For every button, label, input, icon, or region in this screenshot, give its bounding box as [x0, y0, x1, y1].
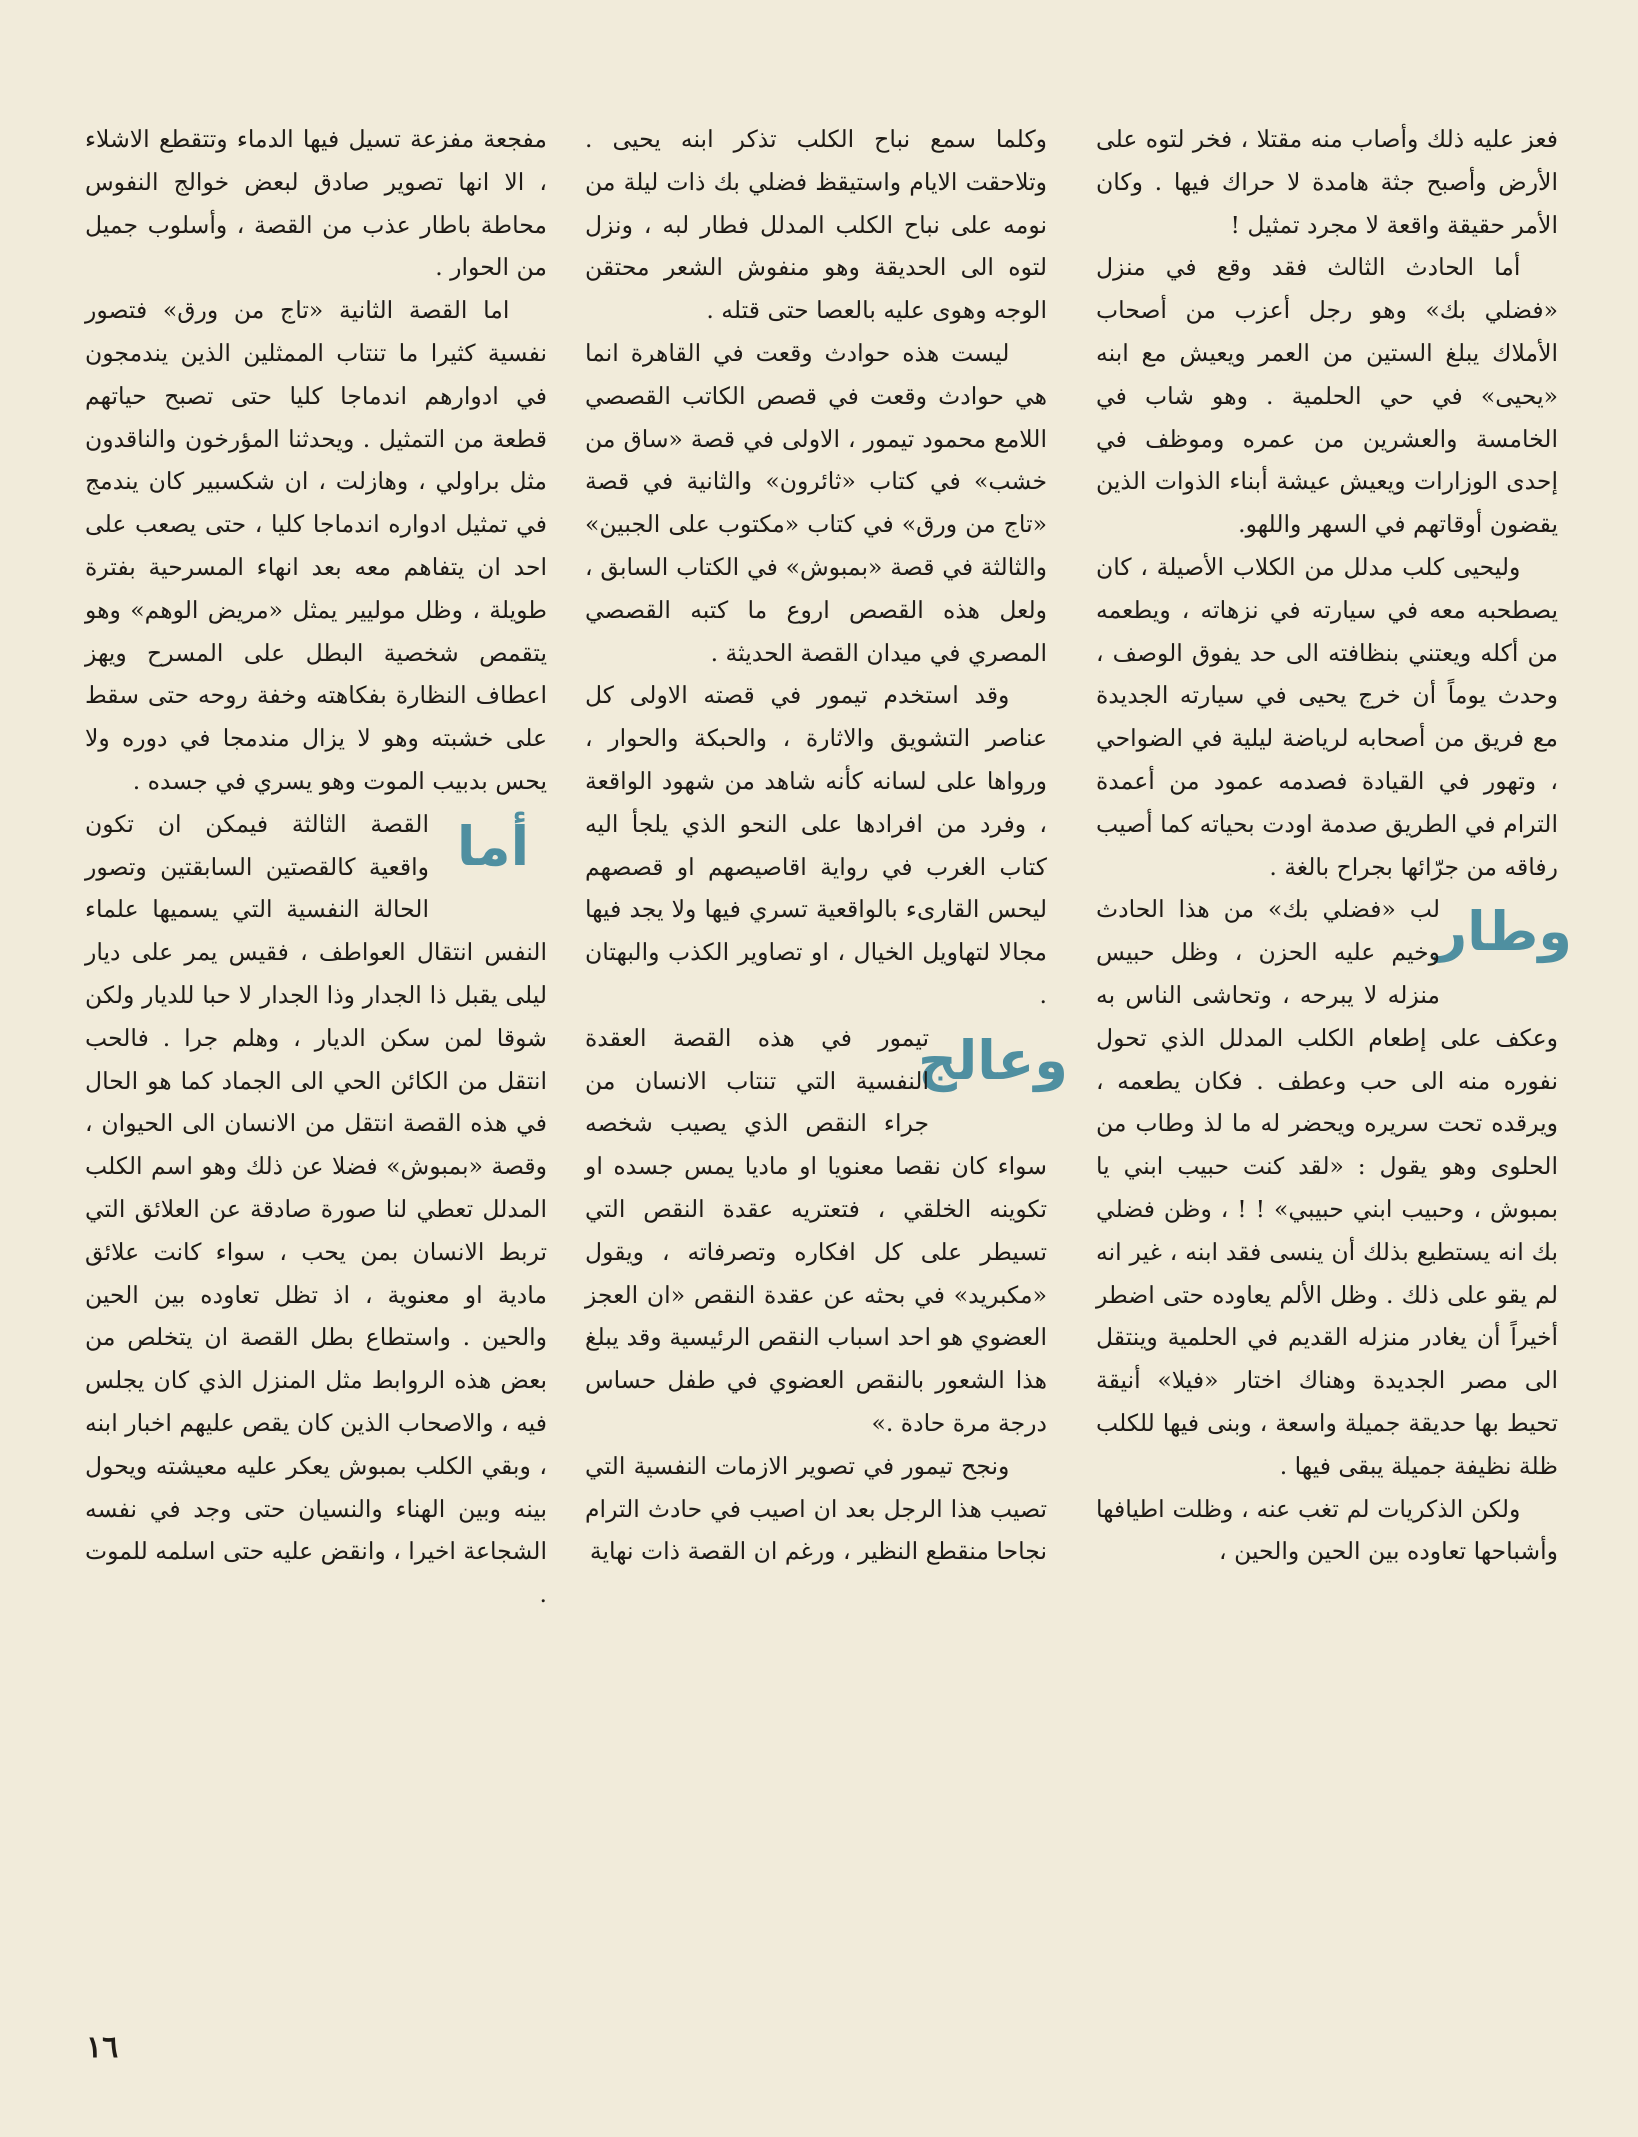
paragraph-with-drop-word — [585, 1017, 1068, 1445]
paragraph: مفجعة مفزعة تسيل فيها الدماء وتتقطع الاشلاء ، الا انها تصوير صادق لبعض خوالج النفوس محاطة باطار عذب من القصة ، وأسلوب جميل من الحوار . — [85, 125, 547, 282]
paragraph: وكلما سمع نباح الكلب تذكر ابنه يحيى . وتلاحقت الايام واستيقظ فضلي بك ذات ليلة من نومه على نباح الكلب المدلل فطار لبه ، ونزل لتوه الى الحديقة وهو منفوش الشعر محتقن الوجه وهوى عليه بالعصا حتى قتله . — [585, 125, 1047, 325]
paragraph-text: لب «فضلي بك» من هذا الحادث وخيم عليه الحزن ، وظل حبيس منزله لا يبرحه ، وتحاشى الناس به وعكف على إطعام الكلب المدلل الذي تحول نفوره منه الى حب وعطف . فكان يطعمه ، ويرقده تحت سريره ويحضر له ما لذ وطاب من الحلوى وهو يقول : «لقد كنت حبيب ابني يا بمبوش ، وحبيب ابني حبيبي» ! ! ، وظن فضلي بك انه يستطيع بذلك أن ينسى فقد ابنه ، غير انه لم يقو على ذلك . وظل الألم يعاوده حتى اضطر أخيراً أن يغادر منزله القديم في الحلمية وينتقل الى مصر الجديدة وهناك اختار «فيلا» أنيقة تحيط بها حديقة جميلة واسعة ، وبنى فيها للكلب ظلة نظيفة جميلة يبقى فيها . — [1096, 895, 1558, 1480]
text-column-left — [85, 118, 547, 1998]
paragraph-with-drop-word — [1096, 888, 1572, 1487]
paragraph-text: تيمور في هذه القصة العقدة النفسية التي تنتاب الانسان من جراء النقص الذي يصيب شخصه سواء كان نقصا معنويا او ماديا يمس جسده او تكوينه الخلقي ، فتعتريه عقدة النقص التي تسيطر على كل افكاره وتصرفاته ، ويقول «مكبريد» في بحثه عن عقدة النقص «ان العجز العضوي هو احد اسباب النقص الرئيسية وقد يبلغ هذا الشعور بالنقص العضوي في طفل حساس درجة مرة حادة .» — [585, 1023, 1047, 1437]
drop-word: أما — [456, 814, 530, 878]
paragraph: ولكن الذكريات لم تغب عنه ، وظلت اطيافها وأشباحها تعاوده بين الحين والحين ، — [1096, 1494, 1558, 1566]
text-column-right — [1096, 118, 1572, 1998]
drop-word: وطار — [1436, 900, 1572, 964]
paragraph: وليحيى كلب مدلل من الكلاب الأصيلة ، كان يصطحبه معه في سيارته في نزهاته ، ويطعمه من أكله ويعتني بنظافته الى حد يفوق الوصف ، وحدث يوماً أن خرج يحيى في سيارته الجديدة مع فريق من أصحابه لرياضة ليلية في الضواحي ، وتهور في القيادة فصدمه عمود من أعمدة الترام في الطريق صدمة اودت بحياته كما أصيب رفاقه من جرّائها بجراح بالغة . — [1096, 552, 1558, 881]
paragraph: ونجح تيمور في تصوير الازمات النفسية التي تصيب هذا الرجل بعد ان اصيب في حادث الترام نجاحا منقطع النظير ، ورغم ان القصة ذات نهاية — [585, 1451, 1047, 1566]
page-number: ١٦ — [86, 2030, 119, 2065]
paragraph: أما الحادث الثالث فقد وقع في منزل «فضلي بك» وهو رجل أعزب من أصحاب الأملاك يبلغ الستين من العمر ويعيش مع ابنه «يحيى» في حي الحلمية . وهو شاب في الخامسة والعشرين من عمره وموظف في إحدى الوزارات ويعيش عيشة أبناء الذوات الذين يقضون أوقاتهم في السهر واللهو. — [1096, 253, 1558, 539]
paragraph: اما القصة الثانية «تاج من ورق» فتصور نفسية كثيرا ما تنتاب الممثلين الذين يندمجون في ادوارهم اندماجا كليا حتى تصبح حياتهم قطعة من التمثيل . ويحدثنا المؤرخون والناقدون مثل براولي ، وهازلت ، ان شكسبير كان يندمج في تمثيل ادواره اندماجا كليا ، حتى يصعب على احد ان يتفاهم معه بعد انهاء المسرحية بفترة طويلة ، وظل موليير يمثل «مريض الوهم» وهو يتقمص شخصية البطل على المسرح ويهز اعطاف النظارة بفكاهته وخفة روحه حتى سقط على خشبته وهو لا يزال مندمجا في دوره ولا يحس بدبيب الموت وهو يسري في جسده . — [85, 296, 547, 795]
paragraph: ليست هذه حوادث وقعت في القاهرة انما هي حوادث وقعت في قصص الكاتب القصصي اللامع محمود تيمور ، الاولى في قصة «ساق من خشب» في كتاب «ثائرون» والثانية في قصة «تاج من ورق» في كتاب «مكتوب على الجبين» والثالثة في قصة «بمبوش» في الكتاب السابق ، ولعل هذه القصص اروع ما كتبه القصصي المصري في ميدان القصة الحديثة . — [585, 338, 1047, 667]
text-column-middle — [585, 118, 1068, 1998]
paragraph-with-drop-word — [85, 803, 547, 1616]
paragraph: وقد استخدم تيمور في قصته الاولى كل عناصر التشويق والاثارة ، والحبكة والحوار ، ورواها على لسانه كأنه شاهد من شهود الواقعة ، وفرد من افرادها على النحو الذي يلجأ اليه كتاب الغرب في رواية اقاصيصهم او قصصهم ليحس القارىء بالواقعية تسري فيها ولا يجد فيها مجالا لتهاويل الخيال ، او تصاوير الكذب والبهتان . — [585, 681, 1047, 1009]
paragraph: فعز عليه ذلك وأصاب منه مقتلا ، فخر لتوه على الأرض وأصبح جثة هامدة لا حراك فيها . وكان الأمر حقيقة واقعة لا مجرد تمثيل ! — [1096, 125, 1558, 239]
paragraph-text: القصة الثالثة فيمكن ان تكون واقعية كالقصتين السابقتين وتصور الحالة النفسية التي يسميها علماء النفس انتقال العواطف ، فقيس يمر على ديار ليلى يقبل ذا الجدار وذا الجدار لا حبا للديار ولكن شوقا لمن سكن الديار ، وهلم جرا . فالحب انتقل من الكائن الحي الى الجماد كما هو الحال في هذه القصة انتقل من الانسان الى الحيوان ، وقصة «بمبوش» فضلا عن ذلك وهو اسم الكلب المدلل تعطي لنا صورة صادقة عن العلائق التي تربط الانسان بمن يحب ، سواء كانت علائق مادية او معنوية ، اذ تظل تعاوده بين الحين والحين . واستطاع بطل القصة ان يتخلص من بعض هذه الروابط مثل المنزل الذي كان يجلس فيه ، والاصحاب الذين كان يقص عليهم اخبار ابنه ، وبقي الكلب بمبوش يعكر عليه معيشته ويحول بينه وبين الهناء والنسيان حتى وجد في نفسه الشجاعة اخيرا ، وانقض عليه حتى اسلمه للموت . — [84, 809, 547, 1609]
drop-word: وعالج — [918, 1028, 1068, 1092]
